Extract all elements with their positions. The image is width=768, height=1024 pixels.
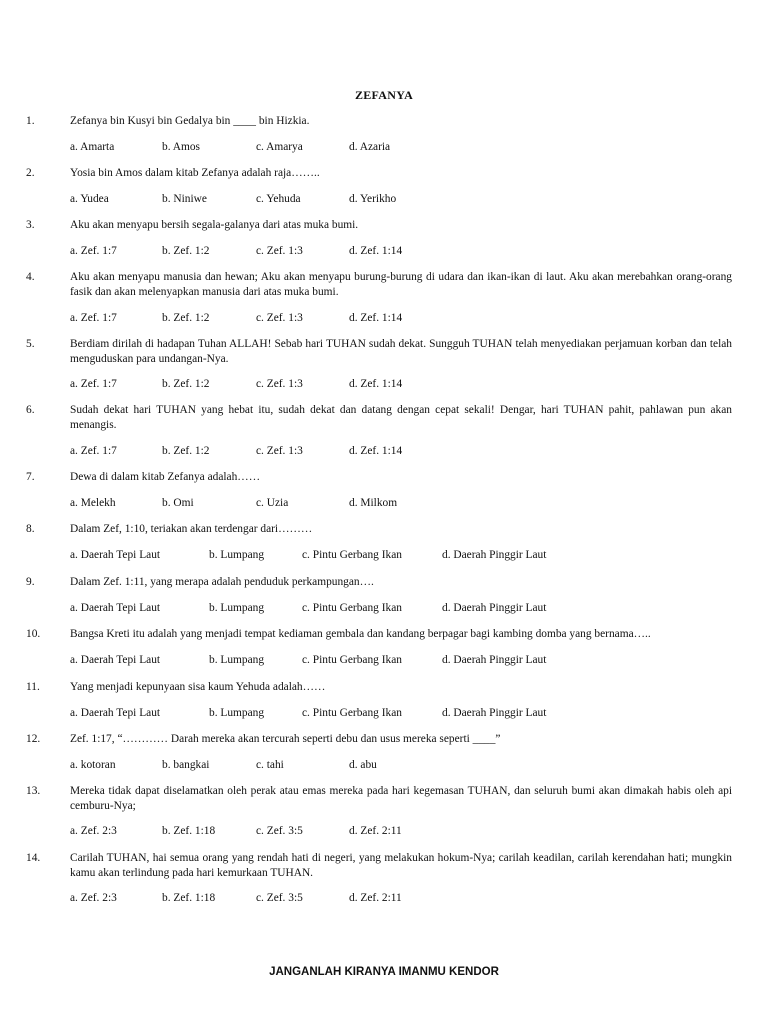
option-d: d. Daerah Pinggir Laut <box>442 602 547 614</box>
answer-options <box>70 706 732 721</box>
option-a: a. Zef. 1:7 <box>70 378 117 390</box>
option-c: c. Amarya <box>256 141 303 153</box>
option-a: a. Amarta <box>70 141 115 153</box>
option-d: d. Zef. 1:14 <box>349 245 403 257</box>
question-text: Dalam Zef. 1:11, yang merapa adalah penduduk perkampungan…. <box>70 576 374 588</box>
question-text: Dalam Zef, 1:10, teriakan akan terdengar dari……… <box>70 523 313 535</box>
question-number: 10. <box>26 628 41 640</box>
footer-motto: JANGANLAH KIRANYA IMANMU KENDOR <box>269 966 499 978</box>
option-a: a. Zef. 1:7 <box>70 312 117 324</box>
option-a: a. Daerah Tepi Laut <box>70 707 161 719</box>
option-a: a. Daerah Tepi Laut <box>70 654 161 666</box>
answer-options <box>70 758 732 773</box>
option-c: c. Yehuda <box>256 193 301 205</box>
option-c: c. Pintu Gerbang Ikan <box>302 602 402 614</box>
question-number: 12. <box>26 733 41 745</box>
answer-options <box>70 444 732 459</box>
option-d: d. Daerah Pinggir Laut <box>442 707 547 719</box>
answer-options <box>70 244 732 259</box>
option-a: a. Daerah Tepi Laut <box>70 549 161 561</box>
option-b: b. Zef. 1:2 <box>162 245 210 257</box>
question-number: 1. <box>26 115 35 127</box>
option-c: c. tahi <box>256 759 284 771</box>
option-b: b. Lumpang <box>209 549 265 561</box>
option-b: b. Lumpang <box>209 707 265 719</box>
option-a: a. kotoran <box>70 759 116 771</box>
option-b: b. bangkai <box>162 759 210 771</box>
question-number: 11. <box>26 681 40 693</box>
question-text: Dewa di dalam kitab Zefanya adalah…… <box>70 471 261 483</box>
answer-options <box>70 548 732 563</box>
option-b: b. Amos <box>162 141 200 153</box>
question-text: Aku akan menyapu bersih segala-galanya dari atas muka bumi. <box>70 219 359 231</box>
answer-options <box>70 601 732 616</box>
option-d: d. Zef. 1:14 <box>349 312 403 324</box>
option-d: d. abu <box>349 759 377 771</box>
option-c: c. Zef. 3:5 <box>256 892 303 904</box>
option-c: c. Pintu Gerbang Ikan <box>302 654 402 666</box>
option-a: a. Yudea <box>70 193 109 205</box>
question-text: Bangsa Kreti itu adalah yang menjadi tempat kediaman gembala dan kandang berpagar bagi kambing domba yang bernama….. <box>70 628 651 640</box>
question-text: Yang menjadi kepunyaan sisa kaum Yehuda adalah…… <box>70 681 326 693</box>
option-d: d. Daerah Pinggir Laut <box>442 549 547 561</box>
question-number: 4. <box>26 271 35 283</box>
option-c: c. Pintu Gerbang Ikan <box>302 549 402 561</box>
question-number: 7. <box>26 471 35 483</box>
option-c: c. Zef. 1:3 <box>256 245 303 257</box>
answer-options <box>70 377 732 392</box>
answer-options <box>70 891 732 906</box>
question-text: Berdiam dirilah di hadapan Tuhan ALLAH! Sebab hari TUHAN sudah dekat. Sungguh TUHAN telah menyediakan perjamuan korban dan telah menguduskan para undangan-Nya. <box>70 338 732 365</box>
question-number: 8. <box>26 523 35 535</box>
question-number: 6. <box>26 404 35 416</box>
option-d: d. Zef. 1:14 <box>349 378 403 390</box>
answer-options <box>70 824 732 839</box>
question-text: Aku akan menyapu manusia dan hewan; Aku akan menyapu burung-burung di udara dan ikan-ikan di laut. Aku akan merebahkan orang-orang fasik dan akan melenyapkan manusia dari atas muka bumi. <box>70 271 732 298</box>
answer-options <box>70 192 732 207</box>
option-a: a. Zef. 2:3 <box>70 825 117 837</box>
option-b: b. Niniwe <box>162 193 207 205</box>
option-c: c. Zef. 1:3 <box>256 445 303 457</box>
option-c: c. Pintu Gerbang Ikan <box>302 707 402 719</box>
option-b: b. Lumpang <box>209 654 265 666</box>
option-a: a. Daerah Tepi Laut <box>70 602 161 614</box>
option-d: d. Milkom <box>349 497 398 509</box>
option-a: a. Zef. 1:7 <box>70 445 117 457</box>
option-b: b. Zef. 1:2 <box>162 445 210 457</box>
question-number: 2. <box>26 167 35 179</box>
question-text: Yosia bin Amos dalam kitab Zefanya adalah raja…….. <box>70 167 320 179</box>
option-d: d. Zef. 2:11 <box>349 825 402 837</box>
option-a: a. Zef. 2:3 <box>70 892 117 904</box>
question-number: 9. <box>26 576 35 588</box>
question-text: Mereka tidak dapat diselamatkan oleh perak atau emas mereka pada hari kegemasan TUHAN, dan seluruh bumi akan dimakah habis oleh api cemburu-Nya; <box>70 785 732 812</box>
answer-options <box>70 311 732 326</box>
option-d: d. Zef. 1:14 <box>349 445 403 457</box>
question-number: 3. <box>26 219 35 231</box>
page-title: ZEFANYA <box>354 88 414 102</box>
option-d: d. Zef. 2:11 <box>349 892 402 904</box>
option-c: c. Zef. 1:3 <box>256 378 303 390</box>
option-c: c. Zef. 1:3 <box>256 312 303 324</box>
option-c: c. Zef. 3:5 <box>256 825 303 837</box>
question-text: Carilah TUHAN, hai semua orang yang rendah hati di negeri, yang melakukan hokum-Nya; carilah keadilan, carilah kerendahan hati; mungkin kamu akan terlindung pada hari kemurkaan TUHAN. <box>70 852 732 879</box>
question-number: 14. <box>26 852 41 864</box>
option-c: c. Uzia <box>256 497 289 509</box>
question-text: Zef. 1:17, “………… Darah mereka akan tercurah seperti debu dan usus mereka seperti ____” <box>70 733 501 745</box>
answer-options <box>70 496 732 511</box>
question-text: Sudah dekat hari TUHAN yang hebat itu, sudah dekat dan datang dengan cepat sekali! Dengar, hari TUHAN pahit, pahlawan pun akan menangis. <box>70 404 732 431</box>
option-a: a. Zef. 1:7 <box>70 245 117 257</box>
option-b: b. Zef. 1:2 <box>162 378 210 390</box>
question-text: Zefanya bin Kusyi bin Gedalya bin ____ bin Hizkia. <box>70 115 310 127</box>
option-d: d. Azaria <box>349 141 391 153</box>
option-b: b. Omi <box>162 497 194 509</box>
option-b: b. Lumpang <box>209 602 265 614</box>
option-b: b. Zef. 1:2 <box>162 312 210 324</box>
question-number: 5. <box>26 338 35 350</box>
question-number: 13. <box>26 785 41 797</box>
option-d: d. Daerah Pinggir Laut <box>442 654 547 666</box>
option-a: a. Melekh <box>70 497 116 509</box>
answer-options <box>70 653 732 668</box>
option-d: d. Yerikho <box>349 193 397 205</box>
option-b: b. Zef. 1:18 <box>162 892 216 904</box>
option-b: b. Zef. 1:18 <box>162 825 216 837</box>
answer-options <box>70 140 732 155</box>
